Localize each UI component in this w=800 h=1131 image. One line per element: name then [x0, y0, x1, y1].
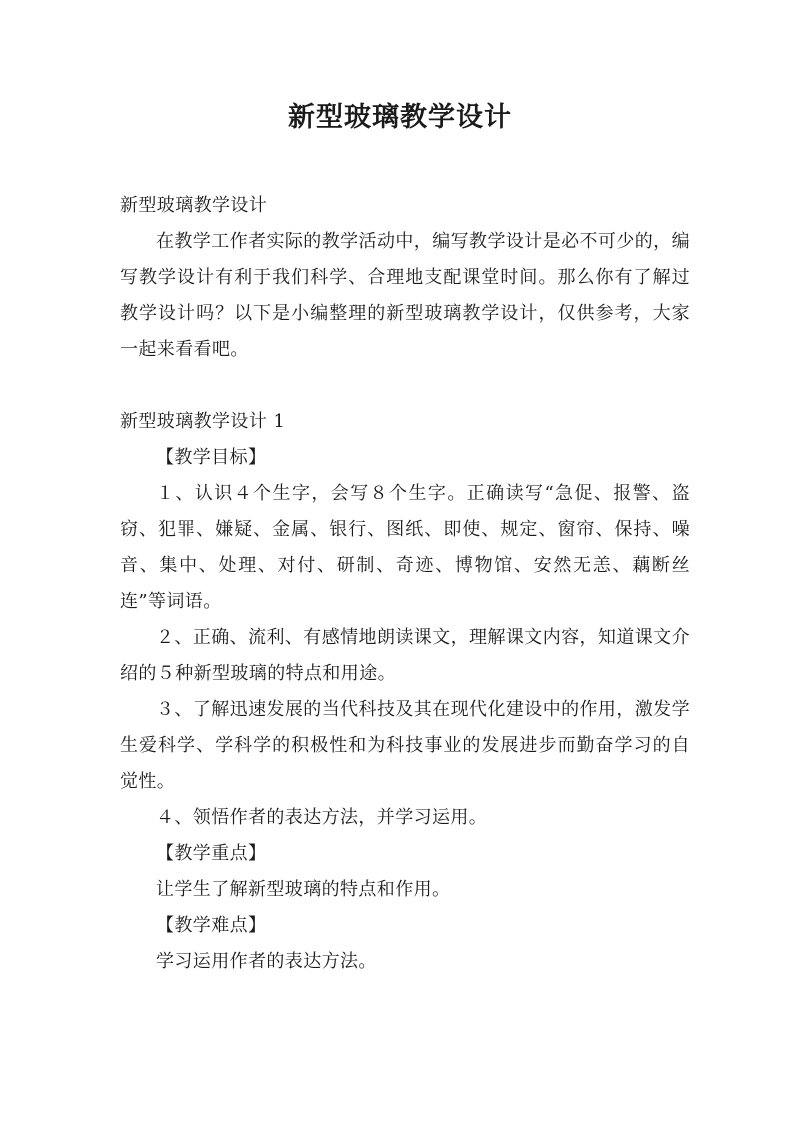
section1-heading: 新型玻璃教学设计 1: [120, 411, 286, 432]
intro-paragraph: 在教学工作者实际的教学活动中，编写教学设计是必不可少的，编写教学设计有利于我们科学、合理地支配课堂时间。那么你有了解过教学设计吗？以下是小编整理的新型玻璃教学设计，仅供参考，大家一起来看看吧。: [120, 231, 690, 360]
goal-item-1: １、认识４个生字，会写８个生字。正确读写“急促、报警、盗窃、犯罪、嫌疑、金属、银行、图纸、即使、规定、窗帘、保持、噪音、集中、处理、对付、研制、奇迹、博物馆、安然无恙、藕断丝连”等词语。: [120, 483, 690, 612]
goal-item-2: ２、正确、流利、有感情地朗读课文，理解课文内容，知道课文介绍的５种新型玻璃的特点和用途。: [120, 627, 690, 684]
document-body: [120, 188, 690, 980]
difficulty-text: 学习运用作者的表达方法。: [156, 951, 377, 972]
goal-item-4: ４、领悟作者的表达方法，并学习运用。: [156, 807, 488, 828]
intro-heading: 新型玻璃教学设计: [120, 195, 268, 216]
goal-item-3: ３、了解迅速发展的当代科技及其在现代化建设中的作用，激发学生爱科学、学科学的积极性和为科技事业的发展进步而勤奋学习的自觉性。: [120, 699, 690, 792]
document-title: 新型玻璃教学设计: [288, 102, 512, 133]
goals-label: 【教学目标】: [156, 447, 267, 468]
difficulty-label: 【教学难点】: [156, 915, 267, 936]
key-points-label: 【教学重点】: [156, 843, 267, 864]
key-points-text: 让学生了解新型玻璃的特点和作用。: [156, 879, 451, 900]
